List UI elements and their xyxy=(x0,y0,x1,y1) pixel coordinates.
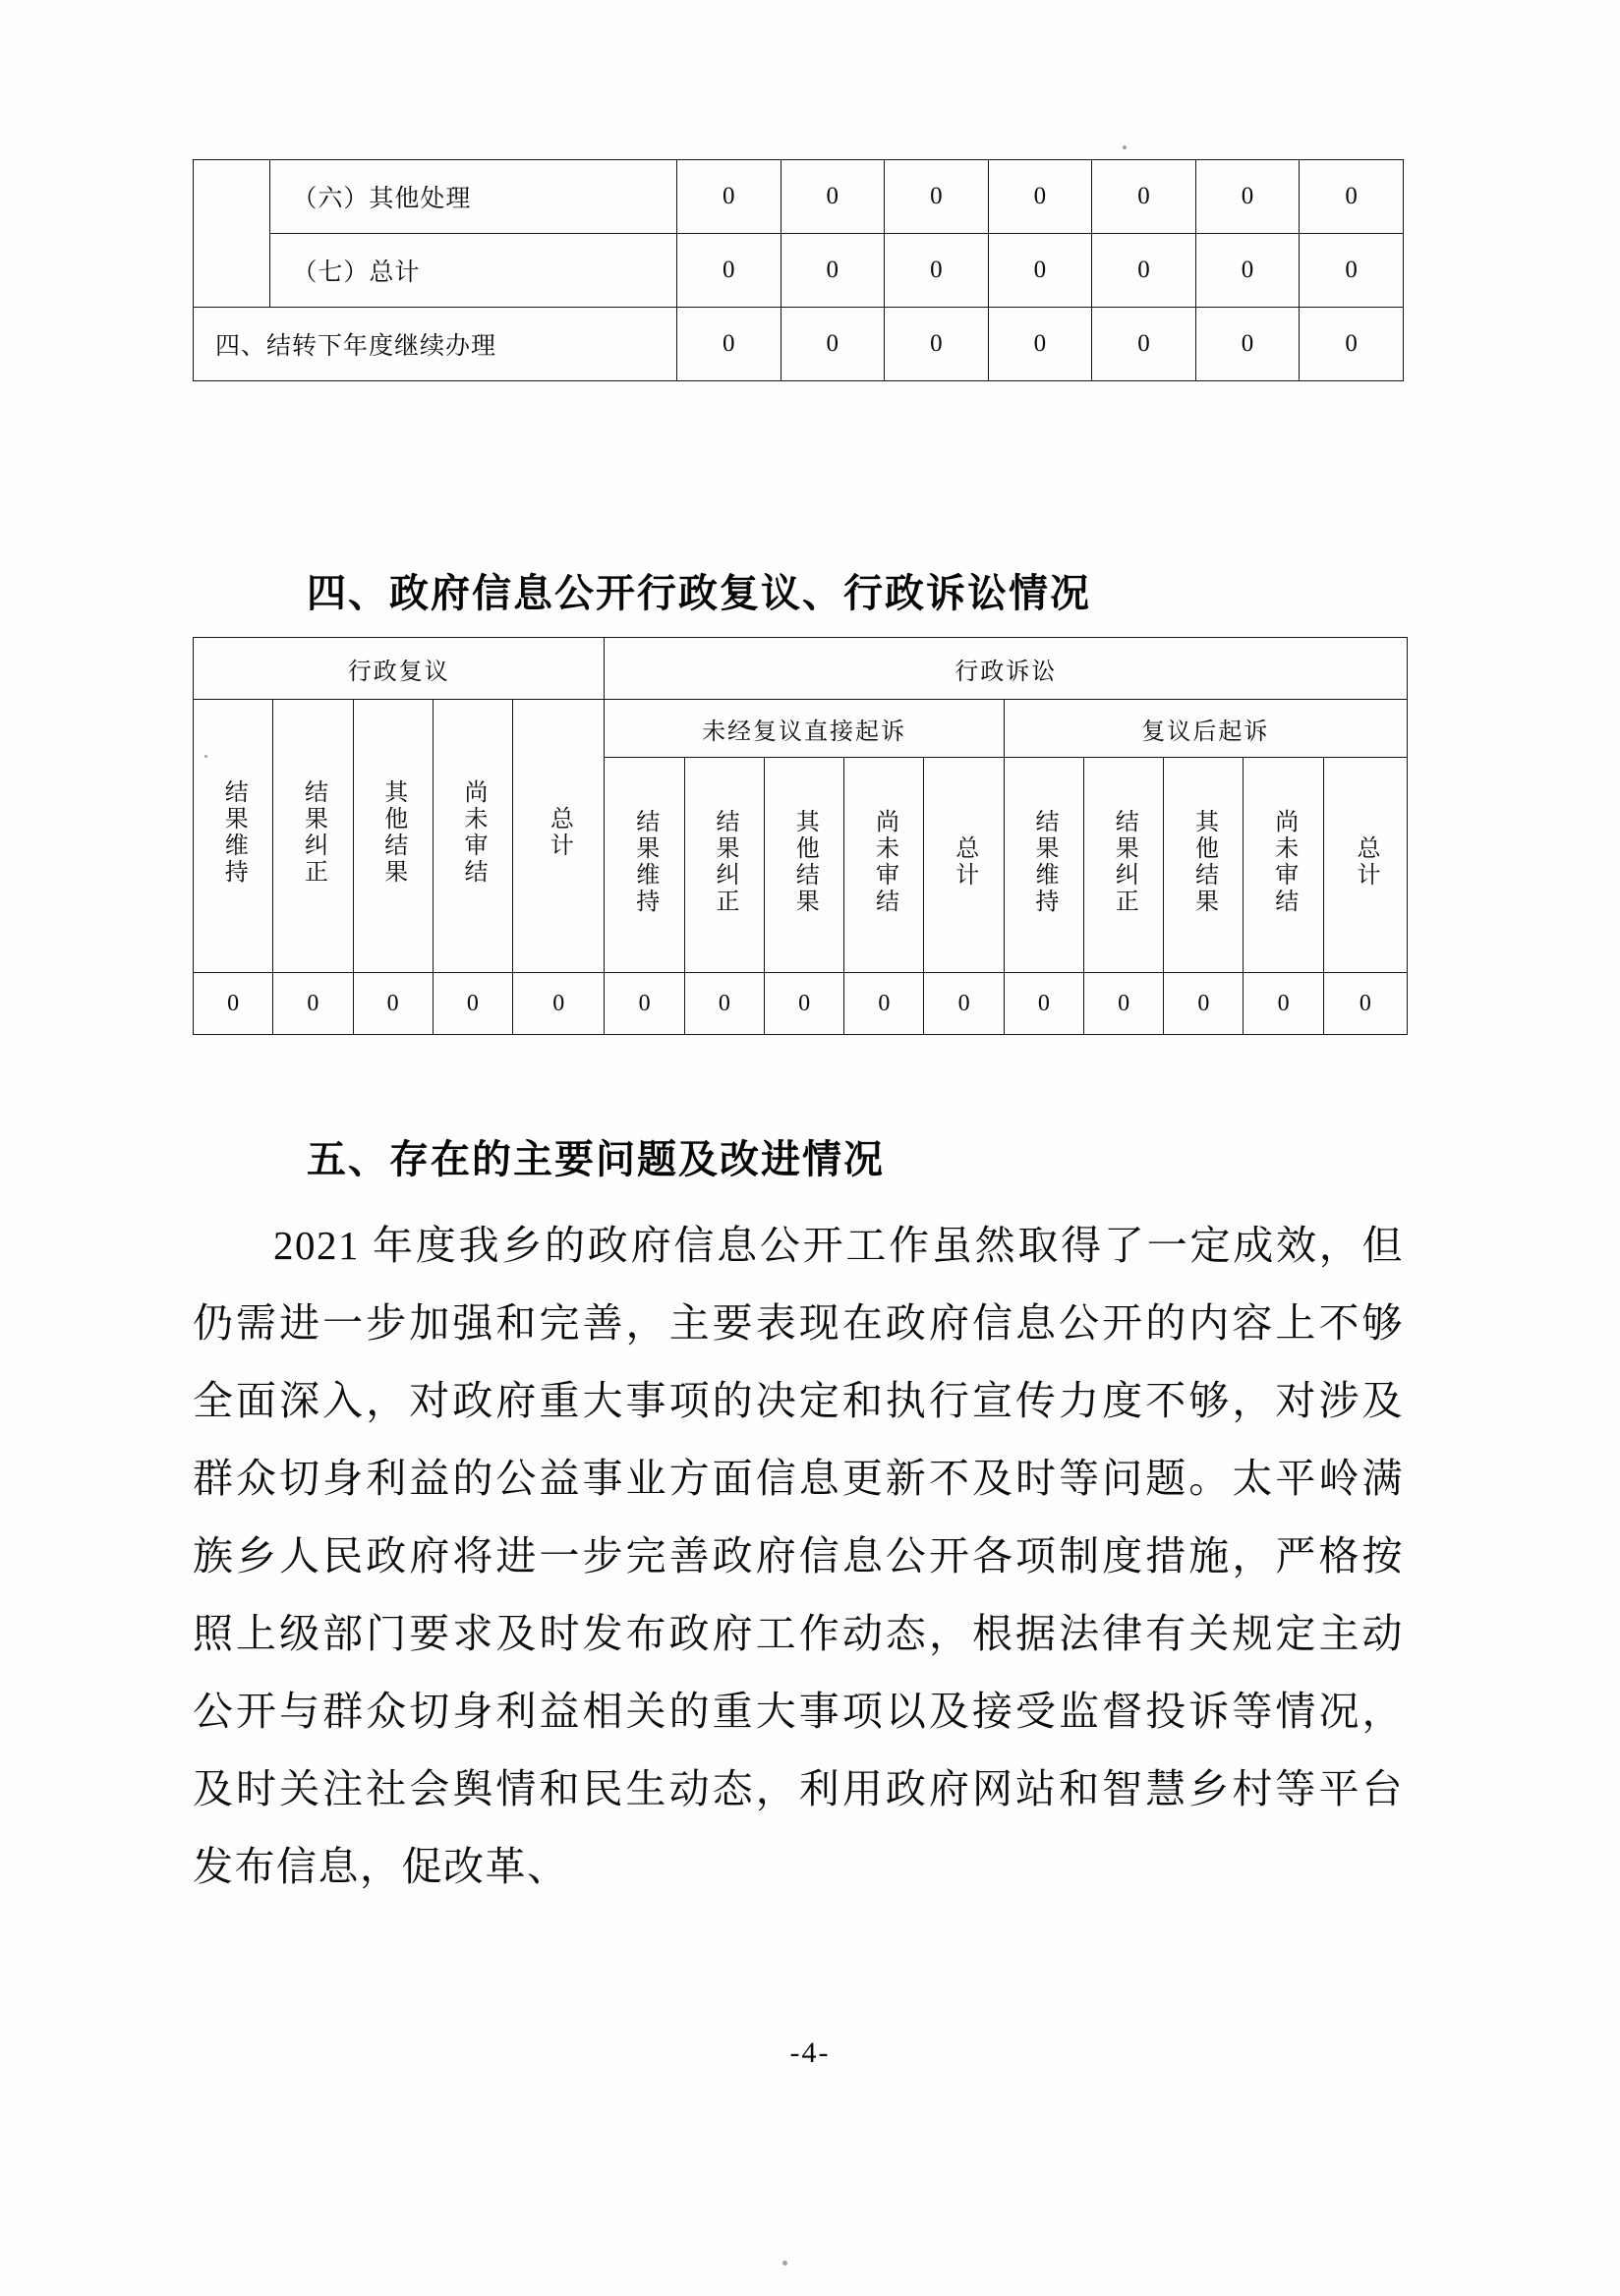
column-header-label: 结果维持 xyxy=(631,808,658,915)
column-header xyxy=(1164,758,1244,973)
sub-header-post-review-litigation: 复议后起诉 xyxy=(1004,700,1407,758)
cell-value: 0 xyxy=(1300,234,1404,308)
column-header-total xyxy=(924,758,1004,973)
cell-value: 0 xyxy=(885,234,989,308)
cell-value: 0 xyxy=(513,973,605,1035)
table-group-header-row xyxy=(194,638,1408,700)
cell-value: 0 xyxy=(353,973,433,1035)
column-header-label: 尚未审结 xyxy=(1270,808,1297,915)
table-sub-header-row xyxy=(194,700,1408,758)
cell-value: 0 xyxy=(1092,160,1196,234)
cell-value: 0 xyxy=(273,973,353,1035)
column-header-label: 结果纠正 xyxy=(711,808,737,915)
column-header-label: 结果维持 xyxy=(220,779,247,887)
cell-value: 0 xyxy=(194,973,273,1035)
row-label: （七）总计 xyxy=(270,234,677,308)
cell-value: 0 xyxy=(1244,973,1323,1035)
cell-value: 0 xyxy=(1195,234,1300,308)
group-header-administrative-review: 行政复议 xyxy=(194,638,605,700)
cell-value: 0 xyxy=(1092,308,1196,381)
cell-value: 0 xyxy=(433,973,512,1035)
table-row xyxy=(194,160,1404,234)
column-header xyxy=(764,758,843,973)
column-header-label: 其他结果 xyxy=(791,808,818,915)
column-header xyxy=(1083,758,1163,973)
column-header-label: 总计 xyxy=(546,806,572,860)
page-number: -4- xyxy=(789,2037,831,2069)
column-header-label: 尚未审结 xyxy=(871,808,897,915)
cell-value: 0 xyxy=(988,234,1092,308)
continuation-table xyxy=(193,159,1404,381)
column-header-label: 结果纠正 xyxy=(1111,808,1137,915)
cell-value: 0 xyxy=(781,308,885,381)
cell-value: 0 xyxy=(764,973,843,1035)
cell-value: 0 xyxy=(1323,973,1407,1035)
cell-value: 0 xyxy=(1300,308,1404,381)
section-4-heading: 四、政府信息公开行政复议、行政诉讼情况 xyxy=(307,572,1091,615)
column-header xyxy=(273,700,353,973)
column-header xyxy=(194,700,273,973)
cell-value: 0 xyxy=(605,973,684,1035)
column-header-total xyxy=(513,700,605,973)
column-header xyxy=(1004,758,1083,973)
cell-value: 0 xyxy=(885,308,989,381)
scan-speck xyxy=(782,2261,787,2266)
group-header-administrative-litigation: 行政诉讼 xyxy=(605,638,1408,700)
section-5-heading: 五、存在的主要问题及改进情况 xyxy=(307,1138,885,1181)
column-header xyxy=(605,758,684,973)
table-data-row xyxy=(194,973,1408,1035)
column-header-label: 其他结果 xyxy=(379,779,406,887)
column-header xyxy=(684,758,764,973)
top-table xyxy=(193,159,1404,381)
column-header xyxy=(1244,758,1323,973)
column-header xyxy=(353,700,433,973)
cell-value: 0 xyxy=(676,234,781,308)
cell-value: 0 xyxy=(781,234,885,308)
cell-value: 0 xyxy=(1195,160,1300,234)
column-header-label: 结果纠正 xyxy=(300,779,326,887)
cell-value: 0 xyxy=(885,160,989,234)
cell-value: 0 xyxy=(781,160,885,234)
scan-speck xyxy=(1123,145,1127,149)
cell-value: 0 xyxy=(924,973,1004,1035)
cell-value: 0 xyxy=(844,973,924,1035)
cell-value: 0 xyxy=(1300,160,1404,234)
column-header-label: 总计 xyxy=(951,834,977,889)
cell-value: 0 xyxy=(676,160,781,234)
table-row xyxy=(194,308,1404,381)
column-header-label: 尚未审结 xyxy=(460,779,487,887)
row-group-spacer xyxy=(194,160,270,308)
column-header-label: 总计 xyxy=(1353,834,1378,889)
cell-value: 0 xyxy=(1083,973,1163,1035)
row-label: 四、结转下年度继续办理 xyxy=(194,308,677,381)
section-5-paragraph: 2021 年度我乡的政府信息公开工作虽然取得了一定成效，但仍需进一步加强和完善，主要表现在政府信息公开的内容上不够全面深入，对政府重大事项的决定和执行宣传力度不够，对涉及群众切身利益的公益事业方面信息更新不及时等问题。太平岭满族乡人民政府将进一步完善政府信息公开各项制度措施，严格按照上级部门要求及时发布政府工作动态，根据法律有关规定主动公开与群众切身利益相关的重大事项以及接受监督投诉等情况，及时关注社会舆情和民生动态，利用政府网站和智慧乡村等平台发布信息，促改革、 xyxy=(193,1223,1404,1889)
section-4-table-wrapper xyxy=(193,637,1408,1035)
cell-value: 0 xyxy=(988,308,1092,381)
cell-value: 0 xyxy=(684,973,764,1035)
column-header xyxy=(844,758,924,973)
cell-value: 0 xyxy=(676,308,781,381)
row-label: （六）其他处理 xyxy=(270,160,677,234)
administrative-review-litigation-table xyxy=(193,637,1408,1035)
column-header xyxy=(433,700,512,973)
cell-value: 0 xyxy=(1164,973,1244,1035)
column-header-label: 其他结果 xyxy=(1190,808,1217,915)
cell-value: 0 xyxy=(1004,973,1083,1035)
cell-value: 0 xyxy=(1195,308,1300,381)
cell-value: 0 xyxy=(988,160,1092,234)
column-header-label: 结果维持 xyxy=(1030,808,1057,915)
table-row xyxy=(194,234,1404,308)
sub-header-direct-litigation: 未经复议直接起诉 xyxy=(605,700,1004,758)
cell-value: 0 xyxy=(1092,234,1196,308)
column-header-total xyxy=(1323,758,1407,973)
